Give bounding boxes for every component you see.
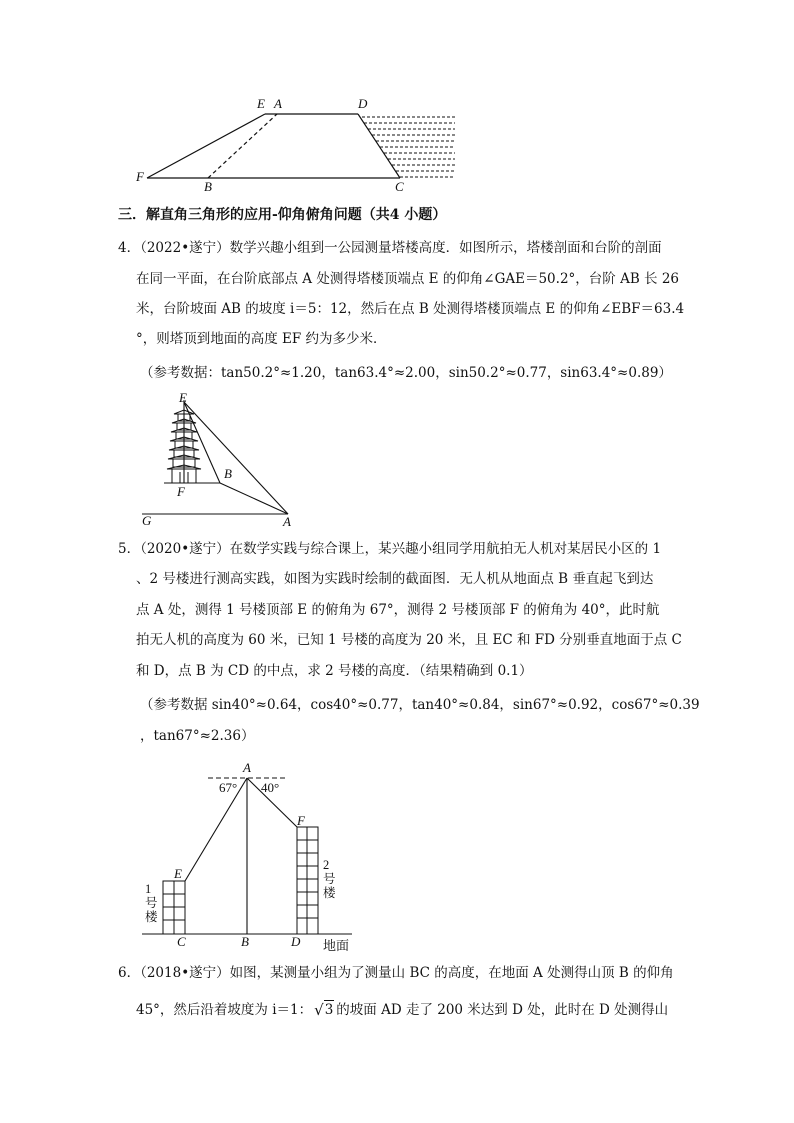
label-F-drone: F — [297, 813, 305, 828]
building-2 — [297, 827, 318, 934]
figure-trapezoid — [130, 95, 470, 195]
q6-line-2-part-b: 的坡面 AD 走了 200 米达到 D 处，此时在 D 处测得山 — [336, 1002, 669, 1018]
section-heading: 三．解直角三角形的应用-仰角俯角问题（共4 小题） — [118, 207, 447, 223]
q5-line-3: 点 A 处，测得 1 号楼顶部 E 的俯角为 67°，测得 2 号楼顶部 F 的俯角为 40°，此时航 — [136, 602, 660, 618]
drone-diagram — [140, 758, 370, 950]
q5-line-2: 、2 号楼进行测高实践，如图为实践时绘制的截面图．无人机从地面点 B 垂直起飞到达 — [136, 571, 654, 587]
label-B-pagoda: B — [224, 466, 232, 481]
label-building-1: 1号楼 — [145, 882, 158, 924]
label-A-top: A — [274, 96, 282, 111]
water-hatching — [362, 117, 455, 177]
q4-line-1: 4．（2022•遂宁）数学兴趣小组到一公园测量塔楼高度．如图所示，塔楼剖面和台阶的剖面 — [118, 240, 662, 256]
label-G-pagoda: G — [142, 513, 152, 528]
sqrt-radicand: 3 — [324, 1002, 334, 1018]
label-F-pagoda: F — [177, 484, 185, 499]
label-D-top: D — [358, 96, 368, 111]
label-A-drone: A — [243, 760, 251, 775]
label-E-drone: E — [174, 866, 182, 881]
label-angle-67: 67° — [219, 780, 238, 795]
label-angle-40: 40° — [261, 780, 280, 795]
label-B-drone: B — [241, 934, 249, 949]
sqrt-expression — [314, 1000, 334, 1019]
q5-line-1: 5．（2020•遂宁）在数学实践与综合课上，某兴趣小组同学用航拍无人机对某居民小区的 1 — [118, 541, 662, 557]
label-E-top: E — [257, 96, 265, 111]
label-C-drone: C — [177, 934, 186, 949]
q4-reference-data: （参考数据：tan50.2°≈1.20，tan63.4°≈2.00，sin50.2°≈0.77，sin63.4°≈0.89） — [140, 365, 672, 381]
label-E-pagoda: E — [179, 390, 187, 405]
figure-pagoda — [136, 390, 306, 532]
q5-reference-line-1: （参考数据 sin40°≈0.64，cos40°≈0.77，tan40°≈0.84，sin67°≈0.92，cos67°≈0.39 — [140, 697, 700, 713]
q5-line-5: 和 D，点 B 为 CD 的中点，求 2 号楼的高度．（结果精确到 0.1） — [136, 663, 533, 679]
label-A-pagoda: A — [283, 514, 291, 529]
label-D-drone: D — [291, 934, 301, 949]
trapezoid-diagram — [130, 95, 470, 195]
segment-DC — [358, 114, 400, 178]
q4-line-4: °，则塔顶到地面的高度 EF 约为多少米． — [136, 331, 387, 347]
q4-line-3: 米，台阶坡面 AB 的坡度 i＝5：12，然后在点 B 处测得塔楼顶端点 E 的仰角∠EBF＝63.4 — [136, 301, 685, 317]
q6-line-1: 6．（2018•遂宁）如图，某测量小组为了测量山 BC 的高度，在地面 A 处测得山顶 B 的仰角 — [118, 965, 674, 981]
q6-line-2 — [136, 1000, 668, 1019]
segment-BA-dashed — [208, 114, 277, 178]
pagoda-diagram — [136, 390, 306, 532]
figure-drone-buildings — [140, 758, 370, 953]
label-F-top: F — [136, 169, 144, 184]
label-B-top: B — [204, 179, 212, 194]
building-1 — [163, 881, 185, 934]
sqrt-icon: √ — [314, 1001, 324, 1019]
q4-line-2: 在同一平面，在台阶底部点 A 处测得塔楼顶端点 E 的仰角∠GAE＝50.2°，台阶 AB 长 26 — [136, 271, 679, 287]
segment-FE — [147, 114, 265, 178]
line-EA — [184, 402, 288, 514]
segment-AE — [185, 778, 247, 881]
label-C-top: C — [395, 179, 404, 194]
q5-reference-line-2: ，tan67°≈2.36） — [140, 728, 255, 744]
q5-line-4: 拍无人机的高度为 60 米，已知 1 号楼的高度为 20 米，且 EC 和 FD 分别垂直地面于点 C — [136, 632, 682, 648]
label-ground: 地面 — [323, 938, 350, 953]
slope-BA — [220, 483, 288, 514]
label-building-2: 2号楼 — [323, 858, 336, 900]
q6-line-2-part-a: 45°，然后沿着坡度为 i＝1： — [136, 1002, 313, 1018]
